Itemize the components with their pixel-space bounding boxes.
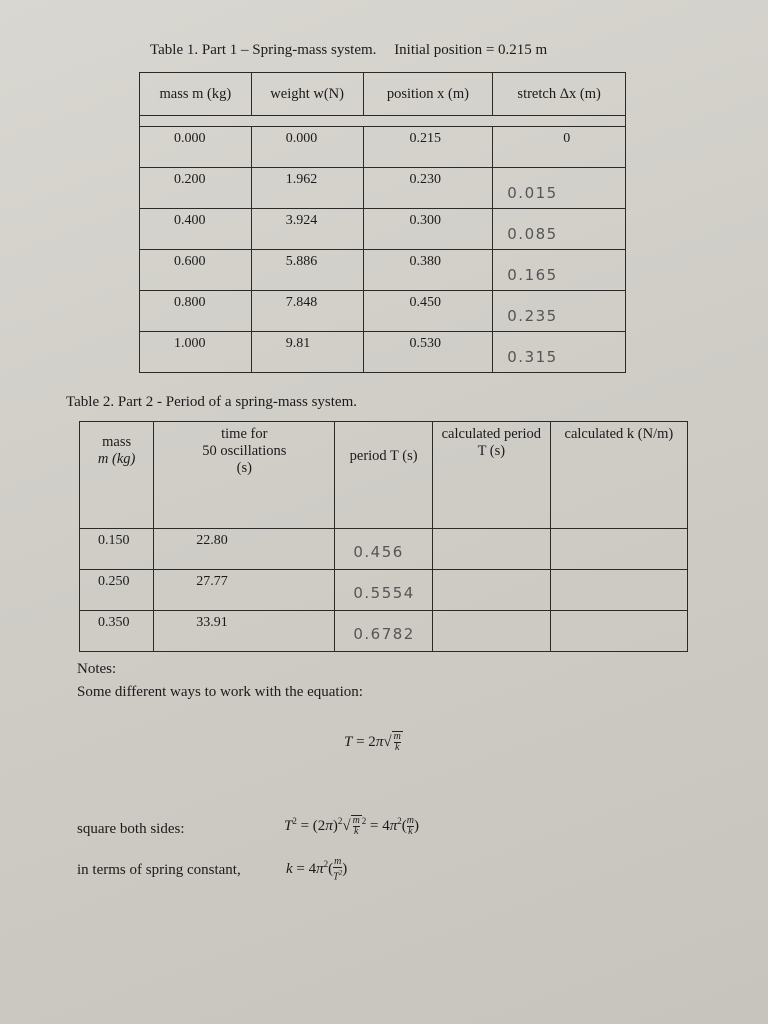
cell-weight: 9.81	[251, 332, 363, 373]
handwritten-period: 0.5554	[353, 584, 415, 602]
header-position: position x (m)	[363, 73, 493, 116]
table2-caption: Table 2. Part 2 - Period of a spring-mass system.	[66, 394, 357, 410]
cell-time: 33.91	[154, 611, 335, 652]
cell-mass: 0.000	[140, 127, 252, 168]
table-row	[80, 529, 688, 570]
handwritten-stretch: 0.165	[507, 266, 558, 284]
cell-calculated-k	[550, 529, 687, 570]
handwritten-stretch: 0.315	[507, 348, 558, 366]
table2-header-row	[80, 422, 688, 529]
cell-position: 0.450	[363, 291, 493, 332]
table-row	[140, 250, 626, 291]
cell-mass: 0.600	[140, 250, 252, 291]
cell-weight: 3.924	[251, 209, 363, 250]
cell-mass: 0.400	[140, 209, 252, 250]
cell-stretch	[493, 291, 626, 332]
cell-calculated-k	[550, 611, 687, 652]
cell-position: 0.380	[363, 250, 493, 291]
table1-header-row	[140, 73, 626, 116]
cell-period	[335, 570, 433, 611]
notes-intro: Some different ways to work with the equation:	[77, 684, 363, 700]
cell-weight: 1.962	[251, 168, 363, 209]
initial-position: Initial position = 0.215 m	[394, 42, 548, 58]
cell-stretch	[493, 332, 626, 373]
handwritten-period: 0.6782	[353, 625, 415, 643]
cell-mass: 0.200	[140, 168, 252, 209]
header-stretch: stretch Δx (m)	[493, 73, 626, 116]
table-row	[140, 332, 626, 373]
table2	[79, 421, 688, 652]
cell-mass: 0.350	[80, 611, 154, 652]
header-calculated-k: calculated k (N/m)	[550, 422, 687, 529]
table1-title: Table 1. Part 1 – Spring-mass system.	[150, 42, 377, 58]
cell-calculated-period	[432, 611, 550, 652]
cell-position: 0.230	[363, 168, 493, 209]
header-period: period T (s)	[335, 422, 433, 529]
table-row	[140, 168, 626, 209]
squared-equation: $T^2 = (2\pi)^2√$ $\frac{m}{k}$ $^2 = 4\pi^2$( $\frac{m}{k}$ )	[284, 815, 420, 837]
header-calculated-period: calculated period T (s)	[432, 422, 550, 529]
header-time: time for 50 oscillations (s)	[154, 422, 335, 529]
header-weight: weight w(N)	[251, 73, 363, 116]
cell-time: 27.77	[154, 570, 335, 611]
cell-stretch: 0	[493, 127, 626, 168]
cell-calculated-period	[432, 570, 550, 611]
table-row	[140, 291, 626, 332]
square-both-sides-label: square both sides:	[77, 821, 185, 837]
cell-stretch	[493, 168, 626, 209]
cell-mass: 0.250	[80, 570, 154, 611]
cell-period	[335, 611, 433, 652]
header-mass: mass m (kg)	[140, 73, 252, 116]
cell-period	[335, 529, 433, 570]
notes-label: Notes:	[77, 661, 117, 677]
table-row	[80, 570, 688, 611]
cell-weight: 0.000	[251, 127, 363, 168]
table-row	[140, 209, 626, 250]
cell-calculated-k	[550, 570, 687, 611]
spring-constant-equation: $k = 4\pi^2$( $\frac{m}{T^2}$ )	[286, 856, 348, 883]
cell-position: 0.215	[363, 127, 493, 168]
table-row	[80, 611, 688, 652]
cell-weight: 7.848	[251, 291, 363, 332]
cell-mass: 1.000	[140, 332, 252, 373]
table-row	[140, 127, 626, 168]
cell-stretch	[493, 250, 626, 291]
cell-calculated-period	[432, 529, 550, 570]
header-mass: mass m (kg)	[80, 422, 154, 529]
handwritten-stretch: 0.085	[507, 225, 558, 243]
table1-caption	[150, 42, 547, 59]
cell-mass: 0.150	[80, 529, 154, 570]
handwritten-period: 0.456	[353, 543, 404, 561]
cell-position: 0.300	[363, 209, 493, 250]
cell-time: 22.80	[154, 529, 335, 570]
cell-stretch	[493, 209, 626, 250]
period-equation: T = 2π√ $\frac{m}{k}$	[344, 731, 401, 753]
cell-mass: 0.800	[140, 291, 252, 332]
cell-weight: 5.886	[251, 250, 363, 291]
table1	[139, 72, 626, 373]
handwritten-stretch: 0.015	[507, 184, 558, 202]
cell-position: 0.530	[363, 332, 493, 373]
handwritten-stretch: 0.235	[507, 307, 558, 325]
spring-constant-label: in terms of spring constant,	[77, 862, 241, 878]
